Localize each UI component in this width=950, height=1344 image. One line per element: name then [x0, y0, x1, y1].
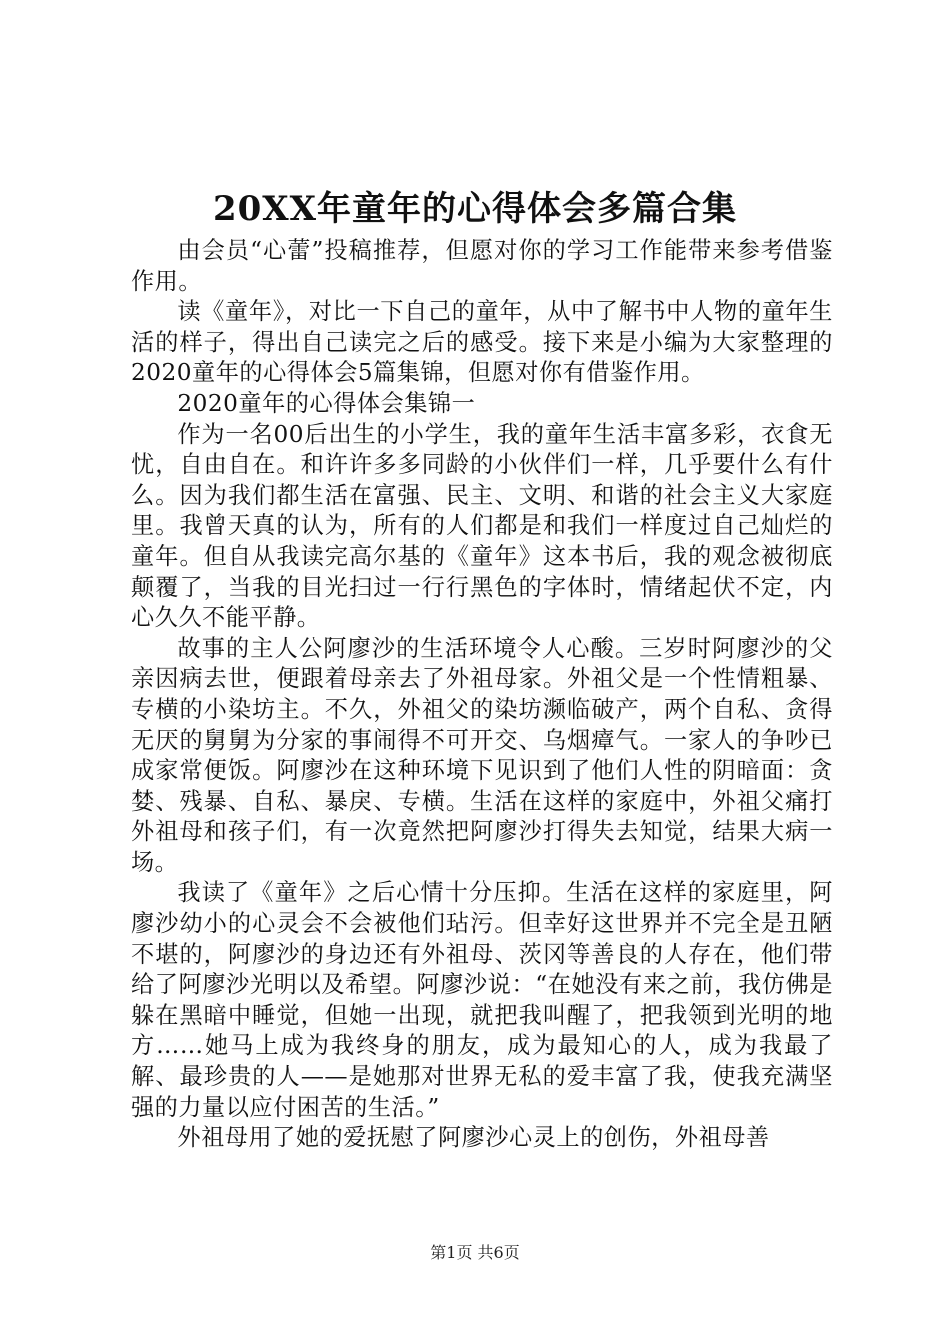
document-body: [131, 236, 833, 1154]
paragraph: 作为一名00后出生的小学生，我的童年生活丰富多彩，衣食无忧，自由自在。和许许多多同龄的小伙伴们一样，几乎要什么有什么。因为我们都生活在富强、民主、文明、和谐的社会主义大家庭里。我曾天真的认为，所有的人们都是和我们一样度过自己灿烂的童年。但自从我读完高尔基的《童年》这本书后，我的观念被彻底颠覆了，当我的目光扫过一行行黑色的字体时，情绪起伏不定，内心久久不能平静。: [131, 420, 833, 632]
page-footer: 第1页 共6页: [430, 1243, 520, 1262]
paragraph: 故事的主人公阿廖沙的生活环境令人心酸。三岁时阿廖沙的父亲因病去世，便跟着母亲去了外祖母家。外祖父是一个性情粗暴、专横的小染坊主。不久，外祖父的染坊濒临破产，两个自私、贪得无厌的舅舅为分家的事闹得不可开交、乌烟瘴气。一家人的争吵已成家常便饭。阿廖沙在这种环境下见识到了他们人性的阴暗面：贪婪、残暴、自私、暴戾、专横。生活在这样的家庭中，外祖父痛打外祖母和孩子们，有一次竟然把阿廖沙打得失去知觉，结果大病一场。: [131, 634, 833, 876]
paragraph-intro: 由会员“心蕾”投稿推荐，但愿对你的学习工作能带来参考借鉴作用。: [131, 237, 833, 295]
paragraph: 我读了《童年》之后心情十分压抑。生活在这样的家庭里，阿廖沙幼小的心灵会不会被他们玷污。但幸好这世界并不完全是丑陋不堪的，阿廖沙的身边还有外祖母、茨冈等善良的人存在，他们带给了阿廖沙光明以及希望。阿廖沙说：“在她没有来之前，我仿佛是躲在黑暗中睡觉，但她一出现，就把我叫醒了，把我领到光明的地方……她马上成为我终身的朋友，成为最知心的人，成为我最了解、最珍贵的人——是她那对世界无私的爱丰富了我，使我充满坚强的力量以应付困苦的生活。”: [131, 879, 833, 1121]
section-heading: 2020童年的心得体会集锦一: [177, 389, 476, 417]
document-title: 20XX年童年的心得体会多篇合集: [212, 189, 738, 229]
paragraph-summary: 读《童年》，对比一下自己的童年，从中了解书中人物的童年生活的样子，得出自己读完之后的感受。接下来是小编为大家整理的2020童年的心得体会5篇集锦，但愿对你有借鉴作用。: [131, 298, 833, 387]
paragraph: 外祖母用了她的爱抚慰了阿廖沙心灵上的创伤，外祖母善: [177, 1124, 770, 1152]
